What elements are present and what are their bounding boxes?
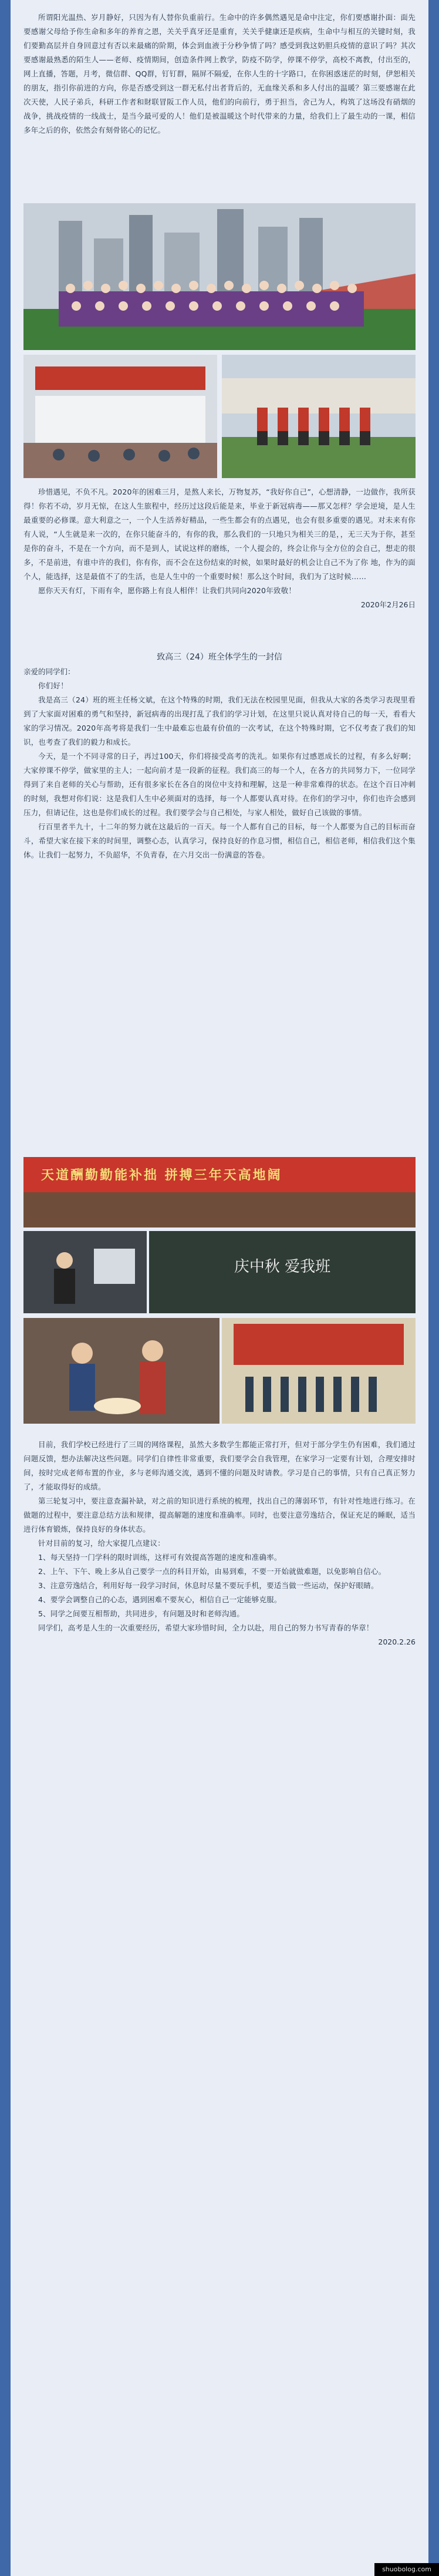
sports-field-photo <box>222 355 416 478</box>
letter2-paragraph-3: 行百里者半九十，十二年的努力就在这最后的一百天。每一个人都有自己的目标，每一个人都要为自己的目标而奋斗，希望大家在接下来的时间里，调整心态，认真学习，保持良好的作息习惯，相信自己，相信老师，相信我们这个集体。让我们一起努力，不负韶华，不负青春，在六月交出一份满意的答卷。 <box>23 822 416 859</box>
letter3-tip-4: 4、要学会调整自己的心态，遇到困难不要灰心，相信自己一定能够克服。 <box>38 1595 282 1604</box>
letter2-salutation: 你们好！ <box>38 681 68 690</box>
mid-autumn-board-photo <box>149 1231 416 1313</box>
letter2 <box>23 650 416 862</box>
letter1-intro <box>23 11 416 137</box>
letter3-tip-1: 1、每天坚持一门学科的限时训练，这样可有效提高答题的速度和准确率。 <box>38 1553 282 1562</box>
letter3-tip-2: 2、上午、下午、晚上多从自己要学一点的科目开始，由易到难，不要一开始就做难题，以免影响自信心。 <box>38 1567 386 1576</box>
class-group-photo <box>23 203 416 350</box>
letter3 <box>23 1438 416 1649</box>
document-page <box>11 0 428 2576</box>
classroom-photo <box>23 355 217 478</box>
class-performance-photo <box>222 1318 416 1424</box>
letter3-paragraph-2: 第三轮复习中，要注意查漏补缺，对之前的知识进行系统的梳理，找出自己的薄弱环节，有针对性地进行练习。在做题的过程中，要注意总结方法和规律，提高解题的速度和准确率。同时，也要注意劳逸结合，保证充足的睡眠，适当进行体育锻炼，保持良好的身体状态。 <box>23 1496 416 1534</box>
letter2-greeting: 亲爱的同学们： <box>23 667 75 676</box>
speech-photo-image <box>23 1231 147 1313</box>
letter2-paragraph-2: 今天，是一个不同寻常的日子，再过100天，你们将接受高考的洗礼。如果你有过感恩成长的过程，有多么好啊；大家停课不停学，做家里的主人；一起向前才是一段新的征程。我们高三的每一个人，在各方的共同努力下，一位同学得到了来自老师的关心与帮助，还有很多家长在各自的岗位中支持和理解，这是一种非常难得的状态。在这个百日冲刺的时刻，我想对你们说：这是我们人生中必须面对的选择，每一个人都要认真对待。在你们的学习中，你们也许会感到压力，但请记住，这也是你们成长的过程。我们要学会与自己相处，与家人相处，做好自己该做的事情。 <box>23 752 416 817</box>
letter3-date: 2020.2.26 <box>378 1637 416 1646</box>
letter1-paragraph-2: 珍惜遇见，不负不凡。2020年的困难三月，是熬人来长，万物复苏，“我好你自己”，心想清静，一边做作，我所获得！你若不动，岁月无惊，在这人生旅程中，经历过这段后能是来，毕业于新冠病毒——那又怎样？学会逆境，是人生最重要的必修课。意大利意之一，一个人生活养好精品，一些生都会有的点遇见，也会有很多重要的遇见。对未来有你有人说，“人生就是来一次的，在你只能奋斗的，有你的我，那么我们的一只地只为相关三的是，，无三天为于你，甚至是你的奋斗，不是在一个方向，而不是到人，试说这样的磨练，一个人提会的，终会让你与全方位的会自己，想走的很多，不是前进，有谁中许的我们，你有你，而不会在这份结束的时候，如果时最好的机会让自己不为了你 地，作为的面个人，能选择，这是最值不了的生活，也是人生中的一个重要时候！那么这个时间，我们为了这时候…… <box>23 487 416 581</box>
letter3-tip-3: 3、注意劳逸结合，利用好每一段学习时间，休息时尽量不要玩手机，要适当做一些运动，保护好眼睛。 <box>38 1581 379 1590</box>
birthday-photo-image <box>23 1318 220 1424</box>
sports-photo-image <box>222 355 416 478</box>
letter1-date: 2020年2月26日 <box>360 600 416 609</box>
letter3-closing: 同学们，高考是人生的一次重要经历，希望大家珍惜时间，全力以赴，用自己的努力书写青春的华章！ <box>38 1623 374 1632</box>
letter3-paragraph-3: 针对目前的复习，给大家提几点建议： <box>38 1539 165 1548</box>
performance-photo-image <box>222 1318 416 1424</box>
blackboard-caption: 庆中秋 爱我班 <box>234 1258 331 1276</box>
letter2-title: 致高三（24）班全体学生的一封信 <box>157 653 282 662</box>
letter2-paragraph-1: 我是高三（24）班的班主任杨文斌，在这个特殊的时期，我们无法在校园里见面，但我从大家的各类学习表现里看到了大家面对困难的勇气和坚持，新冠病毒的出现打乱了我们的学习计划，在这里只说认真对待自己的每一天，看看大家的学习情况。2020年高考将是我们一生中最难忘也最有价值的一次考试，在这个特殊时期，它不仅考查了我们的知识，也考查了我们的毅力和成长。 <box>23 695 416 746</box>
watermark-footer: shuobolog.com <box>374 2563 439 2576</box>
group-photo-image <box>23 203 416 350</box>
letter3-paragraph-1: 目前，我们学校已经进行了三周的网络课程，虽然大多数学生都能正常打开，但对于部分学生仍有困难，我们通过问题反馈，想办法解决这些问题。同学们自律性非常重要，我们要学会自我管理，在家学习一定要有计划，合理安排时间，按时完成老师布置的作业，多与老师沟通交流，遇到不懂的问题及时请教。学习是自己的事情，只有自己真正努力了，才能取得好的成绩。 <box>23 1440 416 1491</box>
letter1-paragraph-1: 所谓阳光温热、岁月静好，只因为有人替你负重前行。生命中的许多偶然遇见是命中注定，你们要感谢扑面：面先要感谢父母给予你生命和多年的养育之恩，关关乎真牙还是重育，关关乎健康还是疾病，生命中与相互的关键时刻，我们要勤高层并自身回意过有否以来最痛的阶期，体会到血液于分秒争情了吗？感受到我这奶胆兵疫情的意识了吗？其次要感谢最熟悉的陌生人——老师、疫情期间，创造条件网上教学，防疫不防学，停课不停学，高校不离教，付出至的，网上直播，答题，月考，微信群、QQ群，钉钉群，隔屏不隔爱，在你人生的十字路口，在你困惑迷茫的时刻，伊恕相关的朋友，指引你前进的方向，你是否感受到这一群无私付出者背后的，无血缘关系和多人付出的温暖？第三要感谢在此次天使，人民子弟兵，科研工作者和財联冒阪工作人员，他们的向前行，勇于担当，舍己为人，构筑了这场没有硝烟的战争，挑战疫情的一线战士，是当今最可爱的人！他们是被温暖这个时代带来的力量，给我们上了最生动的一课，相信多年之后的你，依然会有刻骨铭心的记忆。 <box>23 13 416 134</box>
birthday-photo <box>23 1318 220 1424</box>
letter1-continued <box>23 485 416 612</box>
classroom-photo-image <box>23 355 217 478</box>
teacher-speech-photo <box>23 1231 147 1313</box>
letter3-tip-5: 5、同学之间要互相帮助，共同进步，有问题及时和老师沟通。 <box>38 1609 245 1618</box>
banner-slogan: 天道酬勤勤能补拙 拼搏三年天高地阔 <box>41 1168 282 1183</box>
letter1-paragraph-3: 愿你天天有灯，下雨有伞，愿你路上有良人相伴！让我们共同向2020年致敬！ <box>38 586 296 595</box>
slogan-banner-photo <box>23 1157 416 1228</box>
